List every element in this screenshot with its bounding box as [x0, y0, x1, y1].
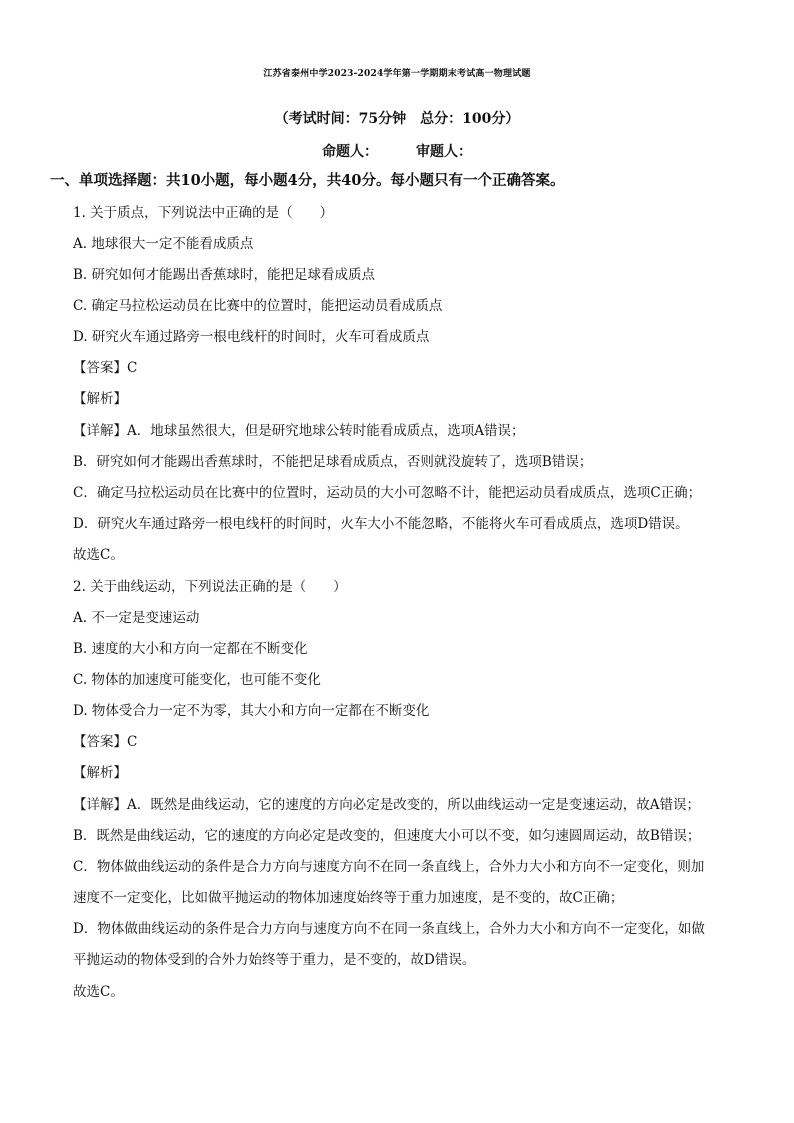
detail-line: 故选C。	[73, 547, 124, 563]
option-b: B. 研究如何才能踢出香蕉球时，能把足球看成质点	[73, 267, 376, 283]
analysis-label: 【解析】	[73, 765, 127, 781]
question-stem: 2. 关于曲线运动，下列说法正确的是（ ）	[73, 579, 347, 595]
authors-line	[0, 141, 794, 161]
option-d: D. 研究火车通过路旁一根电线杆的时间时，火车可看成质点	[73, 329, 430, 345]
detail-line: 平抛运动的物体受到的合外力始终等于重力，是不变的，故D错误。	[73, 952, 476, 968]
detail-line: C．物体做曲线运动的条件是合力方向与速度方向不在同一条直线上，合外力大小和方向不一定变化，则加	[73, 859, 705, 875]
detail-line: 速度不一定变化，比如做平抛运动的物体加速度始终等于重力加速度，是不变的，故C正确；	[73, 890, 624, 906]
detail-line: 故选C。	[73, 984, 124, 1000]
detail-line: D．物体做曲线运动的条件是合力方向与速度方向不在同一条直线上，合外力大小和方向不一定变化，如做	[73, 921, 705, 937]
detail-line: 【详解】A．既然是曲线运动，它的速度的方向必定是改变的，所以曲线运动一定是变速运动，故A错误；	[73, 797, 700, 813]
author-label: 命题人：	[322, 144, 378, 160]
option-a: A. 地球很大一定不能看成质点	[73, 236, 254, 252]
answer: 【答案】C	[73, 734, 138, 750]
detail-line: B．既然是曲线运动，它的速度的方向必定是改变的，但速度大小可以不变，如匀速圆周运动，故B错误；	[73, 828, 701, 844]
detail-line: C．确定马拉松运动员在比赛中的位置时，运动员的大小可忽略不计，能把运动员看成质点，选项C正确；	[73, 485, 702, 501]
option-c: C. 确定马拉松运动员在比赛中的位置时，能把运动员看成质点	[73, 298, 443, 314]
page-title: 江苏省泰州中学2023-2024学年第一学期期末考试高一物理试题	[263, 69, 531, 79]
detail-line: B．研究如何才能踢出香蕉球时，不能把足球看成质点，否则就没旋转了，选项B错误；	[73, 454, 593, 470]
option-d: D. 物体受合力一定不为零，其大小和方向一定都在不断变化	[73, 703, 430, 719]
section-heading: 一、单项选择题：共10小题，每小题4分，共40分。每小题只有一个正确答案。	[50, 172, 565, 189]
option-a: A. 不一定是变速运动	[73, 610, 200, 626]
exam-info: （考试时间：75分钟 总分：100分）	[274, 111, 520, 127]
detail-line: D．研究火车通过路旁一根电线杆的时间时，火车大小不能忽略，不能将火车可看成质点，选项D错误。	[73, 516, 689, 532]
answer: 【答案】C	[73, 360, 138, 376]
detail-line: 【详解】A．地球虽然很大，但是研究地球公转时能看成质点，选项A错误；	[73, 423, 525, 439]
option-c: C. 物体的加速度可能变化，也可能不变化	[73, 672, 321, 688]
question-stem: 1. 关于质点，下列说法中正确的是（ ）	[73, 205, 334, 221]
analysis-label: 【解析】	[73, 391, 127, 407]
option-b: B. 速度的大小和方向一定都在不断变化	[73, 641, 308, 657]
reviewer-label: 审题人：	[416, 144, 472, 160]
